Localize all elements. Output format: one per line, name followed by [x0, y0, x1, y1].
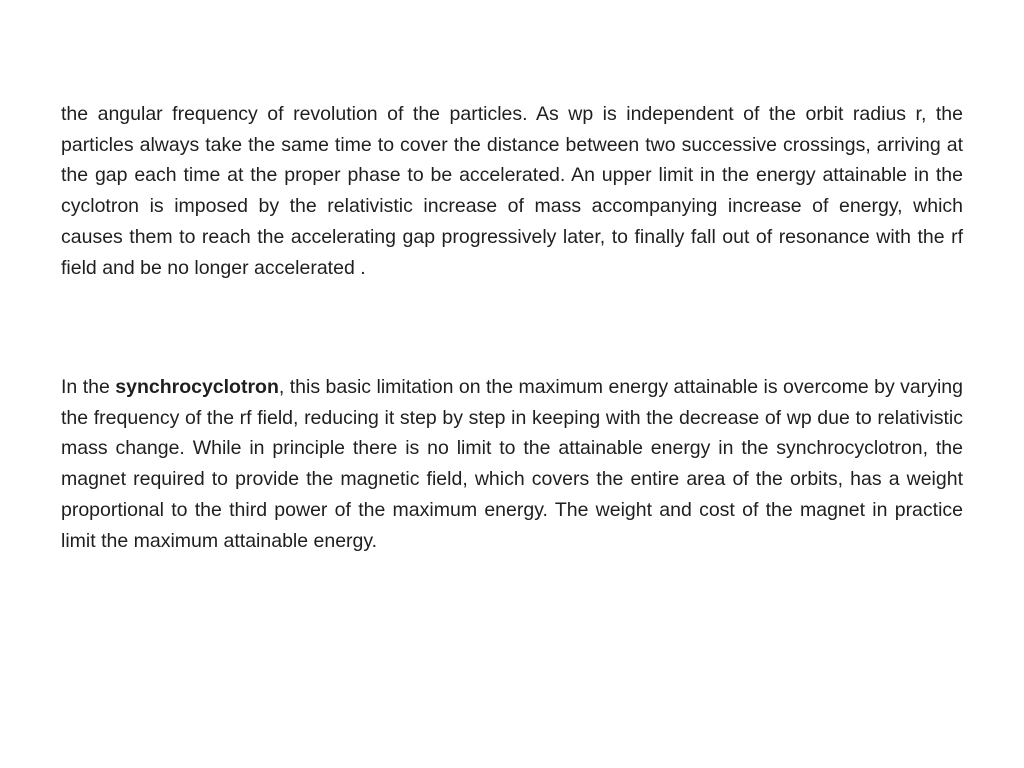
- paragraph-prefix: In the: [61, 376, 116, 398]
- paragraph-suffix: , this basic limitation on the maximum energy attainable is overcome by varying the frequency of the rf field, reducing it step by step in keeping with the decrease of wp due to relativistic mass change. While in principle there is no limit to the attainable energy in the synchrocyclotron, the magnet required to provide the magnetic field, which covers the entire area of the orbits, has a weight proportional to the third power of the maximum energy. The weight and cost of the magnet in practice limit the maximum attainable energy.: [61, 376, 963, 552]
- paragraph-cyclotron-limit: the angular frequency of revolution of the particles. As wp is independent of the orbit radius r, the particles always take the same time to cover the distance between two successive crossings, arriving at the gap each time at the proper phase to be accelerated. An upper limit in the energy attainable in the cyclotron is imposed by the relativistic increase of mass accompanying increase of energy, which causes them to reach the accelerating gap progressively later, to finally fall out of resonance with the rf field and be no longer accelerated .: [61, 103, 963, 279]
- synchrocyclotron-term: synchrocyclotron: [115, 376, 279, 398]
- paragraph-synchrocyclotron: [61, 372, 963, 556]
